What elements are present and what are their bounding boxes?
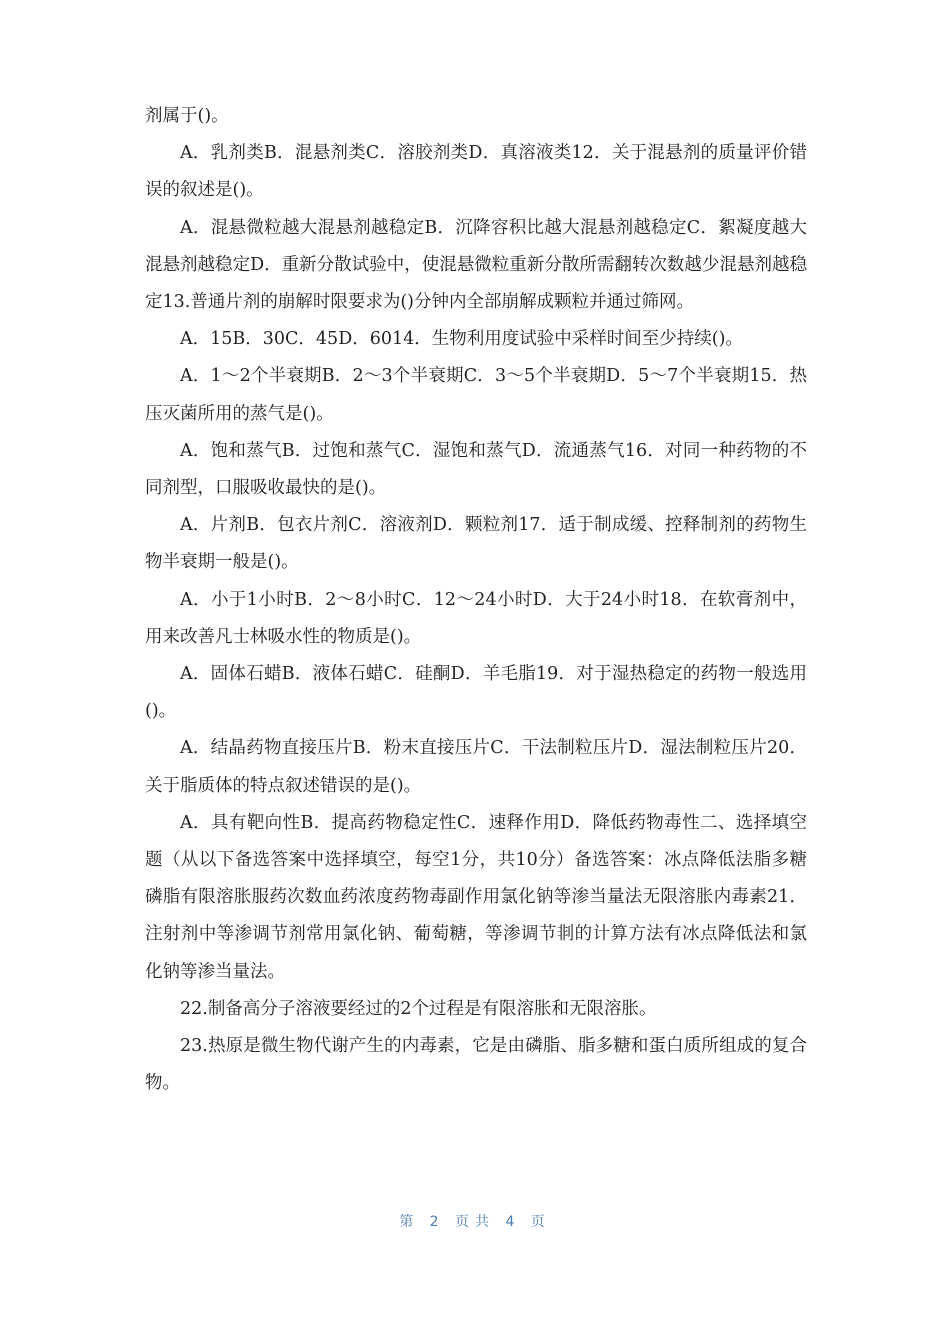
paragraph-5: A．1～2个半衰期B．2～3个半衰期C．3～5个半衰期D．5～7个半衰期15．热压灭菌所用的蒸气是()。 bbox=[145, 366, 807, 424]
paragraph-12: 22.制备高分子溶液要经过的2个过程是有限溶胀和无限溶胀。 bbox=[180, 998, 657, 1019]
page-number-footer: 第 2 页共 4 页 bbox=[399, 1214, 551, 1230]
paragraph-8: A．小于1小时B．2～8小时C．12～24小时D．大于24小时18．在软膏剂中，用来改善凡士林吸水性的物质是()。 bbox=[145, 589, 807, 647]
paragraph-4: A．15B．30C．45D．6014．生物利用度试验中采样时间至少持续()。 bbox=[180, 329, 743, 350]
paragraph-3: A．混悬微粒越大混悬剂越稳定B．沉降容积比越大混悬剂越稳定C．絮凝度越大混悬剂越稳定D．重新分散试验中，使混悬微粒重新分散所需翻转次数越少混悬剂越稳定13.普通片剂的崩解时限要求为()分钟内全部崩解成颗粒并通过筛网。 bbox=[145, 217, 807, 313]
paragraph-7: A．片剂B．包衣片剂C．溶液剂D．颗粒剂17．适于制成缓、控释制剂的药物生物半衰期一般是()。 bbox=[145, 515, 807, 573]
paragraph-1: 剂属于()。 bbox=[145, 106, 229, 126]
paragraph-6: A．饱和蒸气B．过饱和蒸气C．湿饱和蒸气D．流通蒸气16．对同一种药物的不同剂型，口服吸收最快的是()。 bbox=[145, 440, 807, 499]
paragraph-10: A．结晶药物直接压片B．粉末直接压片C．干法制粒压片D．湿法制粒压片20．关于脂质体的特点叙述错误的是()。 bbox=[145, 738, 807, 796]
paragraph-13: 23.热原是微生物代谢产生的内毒素，它是由磷脂、脂多糖和蛋白质所组成的复合物。 bbox=[145, 1036, 807, 1094]
paragraph-9: A．固体石蜡B．液体石蜡C．硅酮D．羊毛脂19．对于湿热稳定的药物一般选用()。 bbox=[145, 664, 807, 722]
document-body bbox=[145, 98, 807, 1102]
paragraph-2: A．乳剂类B．混悬剂类C．溶胶剂类D．真溶液类12．关于混悬剂的质量评价错误的叙述是()。 bbox=[145, 143, 807, 201]
paragraph-11: A．具有靶向性B．提高药物稳定性C．速释作用D．降低药物毒性二、选择填空题（从以下备选答案中选择填空，每空1分，共10分）备选答案：冰点降低法脂多糖磷脂有限溶胀服药次数血药浓度药物毒副作用氯化钠等渗当量法无限溶胀内毒素21．注射剂中等渗调节剂常用氯化钠、葡萄糖，等渗调节剕的计算方法有冰点降低法和氯化钠等渗当量法。 bbox=[145, 812, 807, 982]
